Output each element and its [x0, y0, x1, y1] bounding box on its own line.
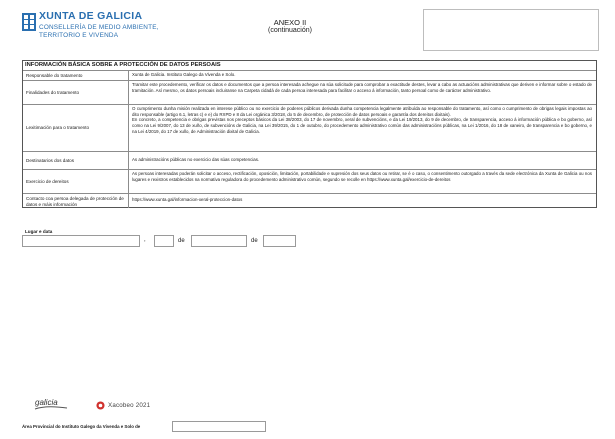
de-separator-2: de	[251, 238, 258, 244]
place-input[interactable]	[22, 235, 140, 247]
row-value: Tramitar este procedemento, verificar os datos e documentos que a persoa interesada achegue na súa solicitude para comprobar a exactitude destes, levar a cabo as actuacións administrativas que deriven e informar sobre o estado de tramitación. Así mesmo, os datos persoais incluiranse na Carpeta cidadá de cada persoa interesada para facilitar o acceso á información, tanto persoal como de carácter administrativo.	[132, 82, 592, 93]
row-label: Exercicio de dereitos	[23, 170, 129, 193]
department-line-2: TERRITORIO E VIVENDA	[39, 32, 119, 39]
table-row-legitimation	[23, 104, 596, 151]
annex-title: ANEXO II	[273, 18, 307, 27]
row-value-paragraph-2: En concreto, a competencia e obrigas previstas nos preceptos básicos da Lei 38/2003, do 17 de novembro, xeral de subvencións, e da Lei 19/2013, do 9 de decembro, de transparencia, acceso á información pública e bo goberno, así como na Lei 9/2007, do 13 de xuño, de subvencións de Galicia, na Lei 39/2015, do 1 de outubro, do procedemento administrativo común das administracións públicas, na Lei 1/2016, do 18 de xaneiro, de transparencia e bo goberno, e na Lei 4/2019, do 17 de xullo, de Administración dixital de Galicia.	[132, 117, 592, 134]
province-input[interactable]	[172, 421, 266, 432]
day-input[interactable]	[154, 235, 174, 247]
document-code-box	[423, 9, 599, 51]
row-value: As administracións públicas no exercicio das súas competencias.	[132, 157, 260, 162]
table-row-recipients	[23, 151, 596, 169]
xacobeo-icon	[96, 401, 105, 410]
xunta-logo-icon	[22, 13, 36, 31]
galicia-swoosh-icon	[34, 405, 68, 411]
row-value: https://www.xunta.gal/informacion-xeral-proteccion-datos	[132, 197, 243, 202]
table-row-rights	[23, 169, 596, 193]
row-label: Finalidades do tratamento	[23, 81, 129, 104]
data-protection-table	[22, 60, 597, 208]
table-row-contact	[23, 193, 596, 208]
row-label: Responsable do tratamento	[23, 71, 129, 80]
row-value	[132, 105, 592, 135]
place-date-label: Lugar e data	[25, 229, 53, 234]
xacobeo-label: Xacobeo 2021	[108, 402, 151, 409]
comma-separator: ,	[144, 237, 146, 243]
area-provincial-label: Área Provincial do Instituto Galego da Vivenda e Solo de	[22, 424, 141, 429]
row-label: Destinatarios dos datos	[23, 152, 129, 169]
de-separator-1: de	[178, 238, 185, 244]
table-row-purposes	[23, 80, 596, 104]
department-line-1: CONSELLERÍA DE MEDIO AMBIENTE,	[39, 24, 159, 31]
month-input[interactable]	[191, 235, 247, 247]
table-title: INFORMACIÓN BÁSICA SOBRE A PROTECCIÓN DE DATOS PERSOAIS	[25, 62, 221, 68]
year-input[interactable]	[263, 235, 296, 247]
row-label: Lexitimación para o tratamento	[23, 105, 129, 151]
row-value: As persoas interesadas poderán solicitar o acceso, rectificación, oposición, limitación, portabilidade e supresión dos seus datos ou retirar, se é o caso, o consentimento outorgado a través da sede electrónica da Xunta de Galicia ou nos lugares e rexistros establecidos na normativa reguladora do procedemento administrativo común, segundo se recolle en https://www.xunta.gal/exercicio-de-dereitos	[132, 171, 592, 182]
brand-name: XUNTA DE GALICIA	[39, 10, 143, 22]
row-value-paragraph-1: O cumprimento dunha misión realizada en interese público ou no exercicio de poderes públicos derivada dunha competencia legalmente atribuída ao responsable do tratamento, así como o cumprimento de obrigas legais impostas ao dito responsable (artigo 6.1, letras c) e e) do RXPD e 8 da Lei orgánica 3/2018, do 5 de decembro, de protección de datos persoais e garantía dos dereitos dixitais).	[132, 106, 592, 117]
row-value: Xunta de Galicia. Instituto Galego da Vivenda e Solo.	[132, 72, 236, 77]
annex-subtitle: (continuación)	[268, 27, 312, 34]
row-label: Contacto coa persoa delegada de protección de datos e máis información	[23, 194, 129, 208]
table-row-responsible	[23, 70, 596, 80]
galicia-logo: galicia	[35, 398, 58, 407]
